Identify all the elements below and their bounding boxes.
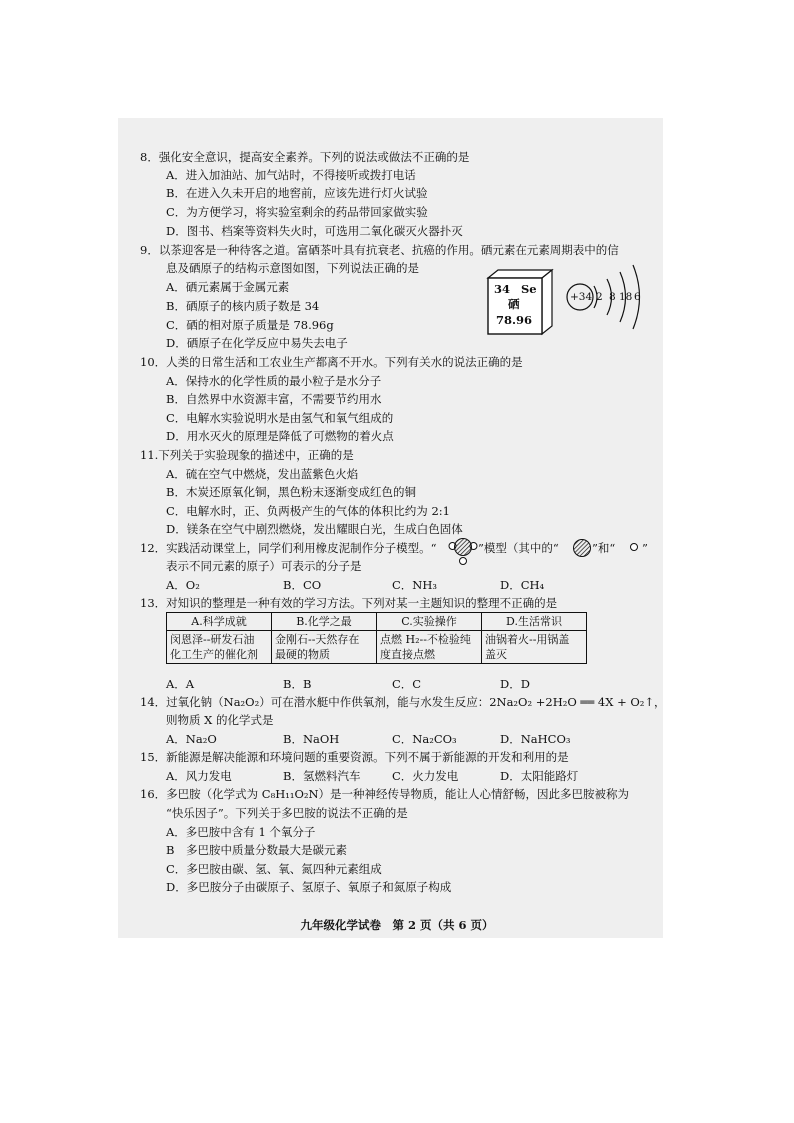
q8-option-a: A．进入加油站、加气站时，不得接听或拨打电话 [166,168,416,182]
q14-option-c: C．Na₂CO₃ [392,732,457,746]
table-cell [482,631,587,664]
table-cell-line: 油锅着火--用锅盖 [485,633,570,646]
table-header: A.科学成就 [167,613,272,631]
q12-stem-line2: 表示不同元素的原子）可表示的分子是 [166,559,362,573]
q12-stem-part4: ” [642,541,648,555]
q14-stem-line1: 14．过氧化钠（Na₂O₂）可在潜水艇中作供氧剂，能与水发生反应：2Na₂O₂ +2H₂O ══ 4X + O₂↑， [140,695,666,709]
q15-stem: 15．新能源是解决能源和环境问题的重要资源。下列不属于新能源的开发和利用的是 [140,750,569,764]
table-cell [167,631,272,664]
q12-option-d: D．CH₄ [500,578,545,592]
q14-option-d: D．NaHCO₃ [500,732,571,746]
q10-option-c: C．电解水实验说明水是由氢气和氧气组成的 [166,411,394,425]
q14-option-a: A．Na₂O [166,732,217,746]
table-cell-line: 点燃 H₂--不检验纯 [380,633,471,646]
q9-stem-line1: 9．以茶迎客是一种待客之道。富硒茶叶具有抗衰老、抗癌的作用。硒元素在元素周期表中的信 [140,243,619,257]
q12-option-a: A．O₂ [166,578,200,592]
q15-option-b: B．氢燃料汽车 [283,769,361,783]
q12-stem-part1: 12．实践活动课堂上，同学们利用橡皮泥制作分子模型。“ [140,541,437,555]
element-symbol: Se [521,282,537,296]
table-cell-line: 闵恩泽--研发石油 [170,633,255,646]
q9-option-d: D．硒原子在化学反应中易失去电子 [166,336,348,350]
atom-shell-1: 2 [596,291,603,303]
table-cell [272,631,377,664]
atom-shell-2: 8 [609,291,616,303]
atom-shell-3: 18 [619,291,633,303]
table-cell-line: 化工生产的催化剂 [170,648,258,661]
q15-option-d: D．太阳能路灯 [500,769,579,783]
q11-option-b: B．木炭还原氧化铜，黑色粉末逐渐变成红色的铜 [166,485,416,499]
q11-option-c: C．电解水时，正、负两极产生的气体的体积比约为 2:1 [166,504,450,518]
q13-option-c: C．C [392,677,422,691]
table-cell-line: 度直接点燃 [380,648,435,661]
element-atomic-number: 34 [494,282,511,296]
q14-option-b: B．NaOH [283,732,340,746]
q11-stem: 11.下列关于实验现象的描述中，正确的是 [140,448,354,462]
atom-shell-4: 6 [634,291,641,303]
q14-stem-line2: 则物质 X 的化学式是 [166,713,274,727]
knowledge-table [166,612,587,664]
table-cell [377,631,482,664]
q8-option-d: D．图书、档案等资料失火时，可选用二氧化碳灭火器扑灭 [166,224,463,238]
table-cell-line: 最硬的物质 [275,648,330,661]
q13-option-d: D．D [500,677,530,691]
q8-stem: 8．强化安全意识，提高安全素养。下列的说法或做法不正确的是 [140,150,470,164]
q10-option-b: B．自然界中水资源丰富，不需要节约用水 [166,392,382,406]
q10-option-a: A．保持水的化学性质的最小粒子是水分子 [166,374,382,388]
q16-option-a: A．多巴胺中含有 1 个氧分子 [166,825,316,839]
table-row [167,631,587,664]
q9-option-c: C．硒的相对原子质量是 78.96g [166,318,334,332]
hatched-atom-icon [572,538,592,558]
element-atomic-mass: 78.96 [496,313,533,327]
table-header-row [167,613,587,631]
q13-stem: 13．对知识的整理是一种有效的学习方法。下列对某一主题知识的整理不正确的是 [140,596,558,610]
q10-option-d: D．用水灭火的原理是降低了可燃物的着火点 [166,429,394,443]
q10-stem: 10．人类的日常生活和工农业生产都离不开水。下列有关水的说法正确的是 [140,355,523,369]
small-atom-icon [628,541,640,553]
table-header: B.化学之最 [272,613,377,631]
q12-option-b: B．CO [283,578,322,592]
q9-stem-line2: 息及硒原子的结构示意图如图，下列说法正确的是 [166,261,419,275]
q13-option-a: A．A [166,677,195,691]
q11-option-a: A．硫在空气中燃烧，发出蓝紫色火焰 [166,467,359,481]
page-footer: 九年级化学试卷 第 2 页（共 6 页） [300,918,494,932]
q9-option-a: A．硒元素属于金属元素 [166,280,290,294]
q12-stem-part2: ”模型（其中的“ [478,541,559,555]
table-header: D.生活常识 [482,613,587,631]
q8-option-b: B．在进入久未开启的地窖前，应该先进行灯火试验 [166,186,428,200]
table-header: C.实验操作 [377,613,482,631]
q16-option-d: D．多巴胺分子由碳原子、氢原子、氧原子和氮原子构成 [166,880,452,894]
q16-option-c: C．多巴胺由碳、氢、氧、氮四种元素组成 [166,862,382,876]
q9-option-b: B．硒原子的核内质子数是 34 [166,299,320,313]
q11-option-d: D．镁条在空气中剧烈燃烧，发出耀眼白光，生成白色固体 [166,522,463,536]
q8-option-c: C．为方便学习，将实验室剩余的药品带回家做实验 [166,205,428,219]
q16-option-b: B 多巴胺中质量分数最大是碳元素 [166,843,347,857]
q12-stem-part3: ”和“ [592,541,616,555]
q13-option-b: B．B [283,677,312,691]
atom-nucleus-charge: +34 [570,291,593,303]
q16-stem-line1: 16．多巴胺（化学式为 C₈H₁₁O₂N）是一种神经传导物质，能让人心情舒畅，因此多巴胺被称为 [140,787,630,801]
molecule-model-icon [448,537,478,565]
q15-option-a: A．风力发电 [166,769,232,783]
table-cell-line: 盖灭 [485,648,507,661]
q15-option-c: C．火力发电 [392,769,459,783]
q12-option-c: C．NH₃ [392,578,438,592]
element-name: 硒 [508,297,520,311]
table-cell-line: 金刚石--天然存在 [275,633,360,646]
q16-stem-line2: “快乐因子”。下列关于多巴胺的说法不正确的是 [166,806,408,820]
